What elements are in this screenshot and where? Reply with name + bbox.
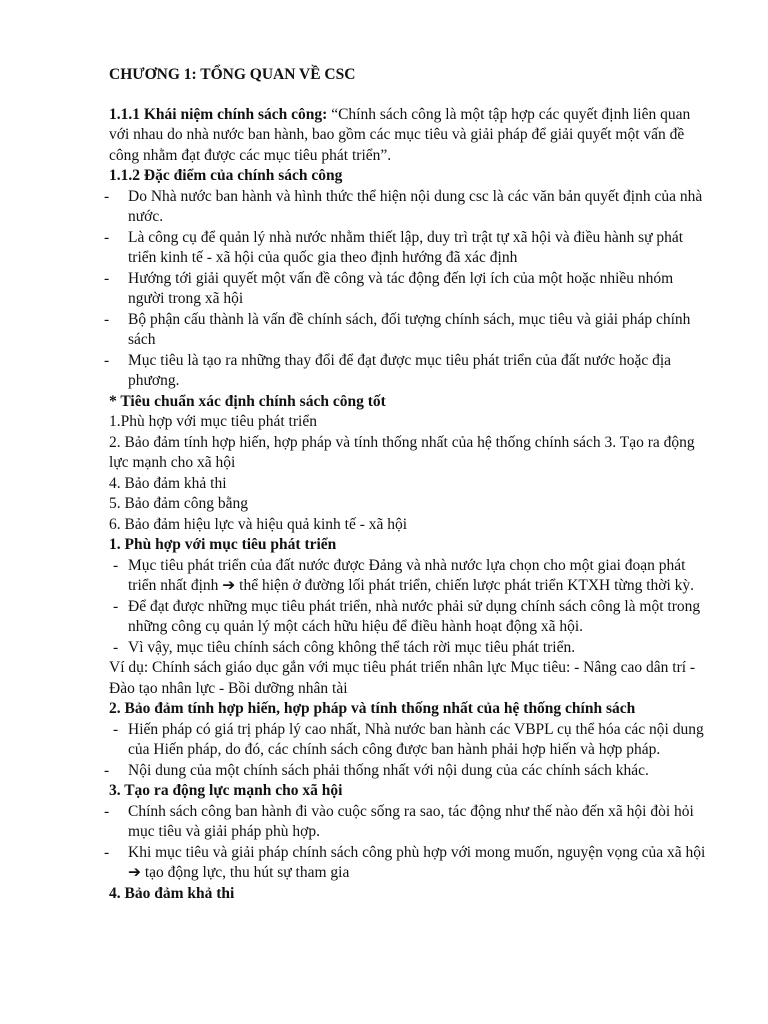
criterion-4-heading: 4. Bảo đảm khả thi (109, 884, 235, 902)
criterion-2-list (104, 720, 709, 782)
dash-bullet: - (113, 720, 119, 738)
dash-bullet: - (113, 597, 119, 615)
criteria-line: 4. Bảo đảm khả thi (109, 474, 227, 492)
example-paragraph: Ví dụ: Chính sách giáo dục gắn với mục tiêu phát triển nhân lực Mục tiêu: - Nâng cao dân trí - Đào tạo nhân lực - Bồi dưỡng nhân tài (109, 659, 696, 697)
list-item: - Do Nhà nước ban hành và hình thức thể hiện nội dung csc là các văn bản quyết định của nhà nước. (104, 187, 703, 225)
dash-bullet: - (104, 228, 110, 246)
list-item: - Khi mục tiêu và giải pháp chính sách công phù hợp với mong muốn, nguyện vọng của xã hội ➔ tạo động lực, thu hút sự tham gia (104, 843, 706, 881)
criterion-3-list (104, 802, 709, 884)
document-body (104, 65, 709, 904)
list-item: - Bộ phận cấu thành là vấn đề chính sách, đối tượng chính sách, mục tiêu và giải pháp chính sách (104, 310, 691, 348)
criterion-2-heading: 2. Bảo đảm tính hợp hiến, hợp pháp và tính thống nhất của hệ thống chính sách (109, 700, 636, 717)
list-item: - Là công cụ để quản lý nhà nước nhằm thiết lập, duy trì trật tự xã hội và điều hành sự phát triển kinh tế - xã hội của quốc gia theo định hướng đã xác định (104, 228, 684, 266)
dash-bullet: - (104, 187, 110, 205)
dash-bullet: - (104, 761, 110, 779)
chapter-title: CHƯƠNG 1: TỔNG QUAN VỀ CSC (109, 66, 356, 83)
criterion-3-heading: 3. Tạo ra động lực mạnh cho xã hội (109, 782, 343, 799)
list-item: - Hiến pháp có giá trị pháp lý cao nhất, Nhà nước ban hành các VBPL cụ thể hóa các nội dung của Hiến pháp, do đó, các chính sách công được ban hành phải hợp hiến và hợp pháp. (113, 720, 704, 758)
dash-bullet: - (104, 351, 110, 369)
criteria-line: 1.Phù hợp với mục tiêu phát triển (109, 413, 317, 430)
list-item: - Mục tiêu là tạo ra những thay đổi để đạt được mục tiêu phát triển của đất nước hoặc địa phương. (104, 351, 672, 389)
criterion-1-list (109, 556, 709, 659)
list-item: - Chính sách công ban hành đi vào cuộc sống ra sao, tác động như thế nào đến xã hội đòi hỏi mục tiêu và giải pháp phù hợp. (104, 802, 694, 840)
section-heading: 1.1.1 Khái niệm chính sách công: (109, 105, 328, 123)
list-item: - Mục tiêu phát triển của đất nước được Đảng và nhà nước lựa chọn cho một giai đoạn phát triển nhất định ➔ thể hiện ở đường lối phát triển, chiến lược phát triển KTXH từng thời kỳ. (113, 556, 695, 594)
list-item: - Để đạt được những mục tiêu phát triển, nhà nước phải sử dụng chính sách công là một trong những công cụ quản lý một cách hữu hiệu để điều hành hoạt động xã hội. (113, 597, 701, 635)
dash-bullet: - (104, 843, 110, 861)
list-item: - Nội dung của một chính sách phải thống nhất với nội dung của các chính sách khác. (109, 761, 709, 782)
section-text: “Chính sách công là một tập hợp các quyết định liên quan với nhau do nhà nước ban hành, bao gồm các mục tiêu và giải pháp để giải quyết một vấn đề công nhằm đạt được các mục tiêu phát triển”. (109, 105, 691, 164)
section-1-1-1 (109, 105, 709, 167)
criteria-heading: * Tiêu chuẩn xác định chính sách công tốt (109, 392, 386, 410)
dash-bullet: - (113, 638, 119, 656)
dash-bullet: - (113, 556, 119, 574)
dash-bullet: - (104, 269, 110, 287)
dash-bullet: - (104, 802, 110, 820)
section-1-1-2-heading: 1.1.2 Đặc điểm của chính sách công (109, 167, 343, 184)
criteria-line: 6. Bảo đảm hiệu lực và hiệu quả kinh tế - xã hội (109, 515, 408, 533)
list-item: - Vì vậy, mục tiêu chính sách công không thể tách rời mục tiêu phát triển. (109, 638, 709, 659)
characteristics-list (104, 187, 709, 392)
criteria-line: 2. Bảo đảm tính hợp hiến, hợp pháp và tính thống nhất của hệ thống chính sách 3. Tạo ra động lực mạnh cho xã hội (109, 433, 695, 471)
dash-bullet: - (104, 310, 110, 328)
criteria-line: 5. Bảo đảm công bằng (109, 495, 249, 512)
criterion-1-heading: 1. Phù hợp với mục tiêu phát triển (109, 536, 337, 553)
list-item: - Hướng tới giải quyết một vấn đề công và tác động đến lợi ích của một hoặc nhiều nhóm người trong xã hội (104, 269, 674, 307)
